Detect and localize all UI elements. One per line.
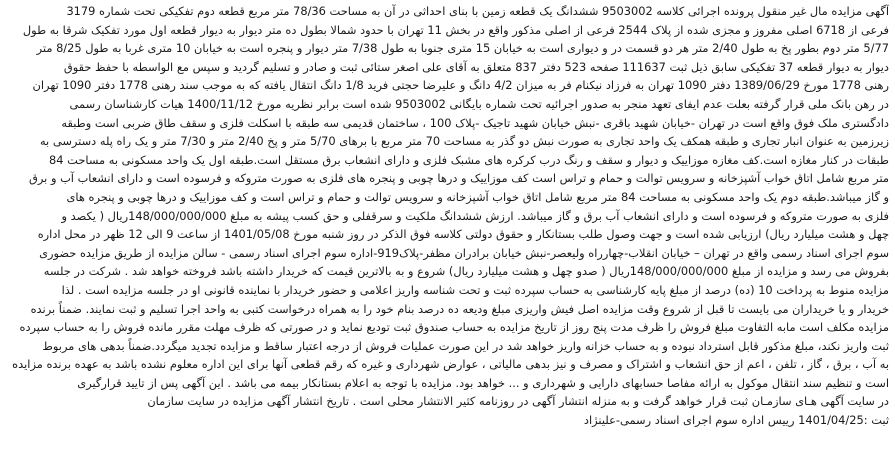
notice-line-14: سوم اجرای اسناد رسمی واقع در تهران – خیابان انقلاب-چهارراه ولیعصر-نبش خیابان برادران مظفر-پلاک919-اداره سوم اجرای اسناد رسمی - سالن مزایده از طریق مزایده حضوری (39, 245, 889, 260)
notice-line-9: طبقات در کنار مغازه است.کف مغازه موزاییک و دیوار و سقف و رنگ درب کرکره های مشبک فلزی و دارای انشعاب برق مستقل است.طبقه اول یک واحد مسکونی به مساحت 84 (49, 152, 889, 167)
notice-line-6: در رهن بانک ملی قرار گرفته بعلت عدم ایفای تعهد منجر به صدور اجرائیه تحت شماره بایگانی 9503002 شده است برابر نظریه مورخ 1400/11/12 هیات کارشناسان رسمی (69, 96, 889, 111)
notice-line-13: چهل و هشت میلیارد ریال) ارزیابی شده است و جهت وصول طلب بستانکار و حقوق دولتی کلاسه فوق الذکر در روز شنبه مورخ 1401/05/08 از ساعت 9 الی 12 ظهر در محل اداره (37, 227, 889, 242)
notice-line-2: فرعی از 6718 اصلی مفروز و مجزی شده از پلاک 2544 فرعی از اصلی مذکور واقع در بخش 11 تهران با حدود شمالا بطول ده متر دیوار به دیوار قطعه اول مورد تفکیک شرقا به طول (22, 22, 889, 37)
notice-line-15: بفروش می رسد و مزایده از مبلغ 148/000/000/000ریال ( صدو چهل و هشت میلیارد ریال) شروع و به بالاترین قیمت که خریدار داشته باشد فروخته خواهد شد . شرکت در جلسه (43, 264, 889, 279)
notice-line-17: خریدار و یا خریداران می بایست تا قبل از شروع وقت مزایده اصل فیش واریزی مبلغ ودیعه ده درصد بنام خود را به همراه درخواست کتبی به واحد اجرا تسلیم و ثبت نمایند. ضمناً برنده (30, 301, 889, 316)
notice-line-22: در سایت آگهی هـای سازمـان ثبت قرار خواهد گرفت و به منزله انتشار آگهی در روزنامه کثیر الانتشار محلی است . تاریخ انتشار آگهی مزایده در سایت سازمان (147, 394, 889, 409)
notice-line-10: متر مربع شامل اتاق خواب آشپزخانه و سرویس توالت و حمام و تراس است کف موزاییک و درها چوبی و پنجره های فلزی به صورت متروکه و فرسوده است و دارای انشعاب آب و برق (29, 171, 889, 186)
notice-line-12: فلزی به صورت متروکه و فرسوده است و دارای انشعاب آب برق و گاز میباشد. ارزش ششدانگ ملکیت و سرقفلی و حق کسب پیشه به مبلغ 148/000/000/000ریال ( یکصد و (61, 208, 889, 223)
notice-line-21: است و تنظیم سند انتقال موکول به ارائه مفاصا حسابهای دارایی و شهرداری و ... خواهد بود. مزایده با توجه به اعلام بستانکار بیمه می باشد . این آگهی پس از تایید قرارگیری (77, 375, 889, 390)
notice-line-23: ثبت :1401/04/25 رییس اداره سوم اجرای اسناد رسمی-علینژاد (583, 413, 889, 428)
notice-line-1: آگهی مزایده مال غیر منقول پرونده اجرائی کلاسه 9503002 ششدانگ یک قطعه زمین با بنای احداثی در آن به مساحت 78/36 متر مربع قطعه دوم تفکیکی تحت شماره 3179 (66, 4, 889, 18)
notice-line-3: 5/77 متر دوم بطور پخ به طول 2/40 متر هر دو قسمت در و دیواری است به خیابان 15 متری جنوبا به طول 7/38 متر دیوار و پنجره است به خیابان 10 متری غربا به طول 8/25 متر (36, 41, 889, 56)
notice-line-7: دادگستری ملک فوق واقع است در تهران -خیابان شهید باقری -نبش خیابان شهید تاجیک -پلاک 100 ، ساختمان قدیمی سه طبقه با اسکلت فلزی و سقف طاق ضربی است وطبقه (61, 115, 889, 130)
notice-line-16: مزایده منوط به پرداخت 10 (ده) درصد از مبلغ پایه کارشناسی به حساب سپرده ثبت و تحت شناسه واریز اعلامی و حضور خریدار با نماینده قانونی او در جلسه مزایده است . لذا (61, 282, 889, 297)
notice-line-11: و گاز میباشد.طبقه دوم یک واحد مسکونی به مساحت 84 متر مربع شامل اتاق خواب آشپزخانه و سرویس توالت و حمام و تراس است و کف موزاییک و درها چوبی و پنجره های (66, 189, 889, 204)
notice-line-8: زیرزمین به عنوان انبار تجاری و طبقه همکف یک واحد تجاری به صورت نبش دو گذر به مساحت 70 متر مربع با برهای 5/70 متر و پخ 2/40 متر و 7/30 متر و یک راه پله دسترسی به (39, 134, 889, 149)
notice-line-20: به آب ، برق ، گاز ، تلفن ، اعم از حق انشعاب و اشتراک و مصرف و نیز بدهی مالیاتی ، عوارض شهرداری و غیره که رقم قطعی آنها برای این اداره معلوم نشده باشد به عهده برنده مزایده (12, 357, 889, 372)
notice-line-18: مزایده مکلف است مابه التفاوت مبلغ فروش را ظرف مدت پنج روز از تاریخ مزایده به حساب صندوق ثبت تودیع نماید و در صورتی که ظرف مهلت مقرر مانده فروش را به حساب سپرده (19, 320, 889, 335)
notice-line-5: رهنی 1778 مورخ 1389/06/29 دفتر 1090 تهران به فرزاد نیکنام فر به میزان 4/2 دانگ و علیرضا حجتی فرید 1/8 دانگ انتقال یافته که به موجب سند رهنی 1778 دفتر 1090 تهران (32, 78, 889, 93)
notice-line-19: ثبت واریز نکند، مبلغ مذکور قابل استرداد نبوده و به حساب خزانه واریز خواهد شد در این صورت عملیات فروش از درجه اعتبار ساقط و مزایده تجدید میگردد.ضمناً بدهی های مربوط (42, 338, 889, 353)
notice-line-4: دیوار به دیوار قطعه 37 تفکیکی سابق ذیل ثبت 111637 صفحه 523 دفتر 837 متعلق به آقای علی اصغر ستائی ثبت و صادر و تسلیم گردید و سپس مع الواسطه با حفظ حقوق (63, 59, 889, 74)
